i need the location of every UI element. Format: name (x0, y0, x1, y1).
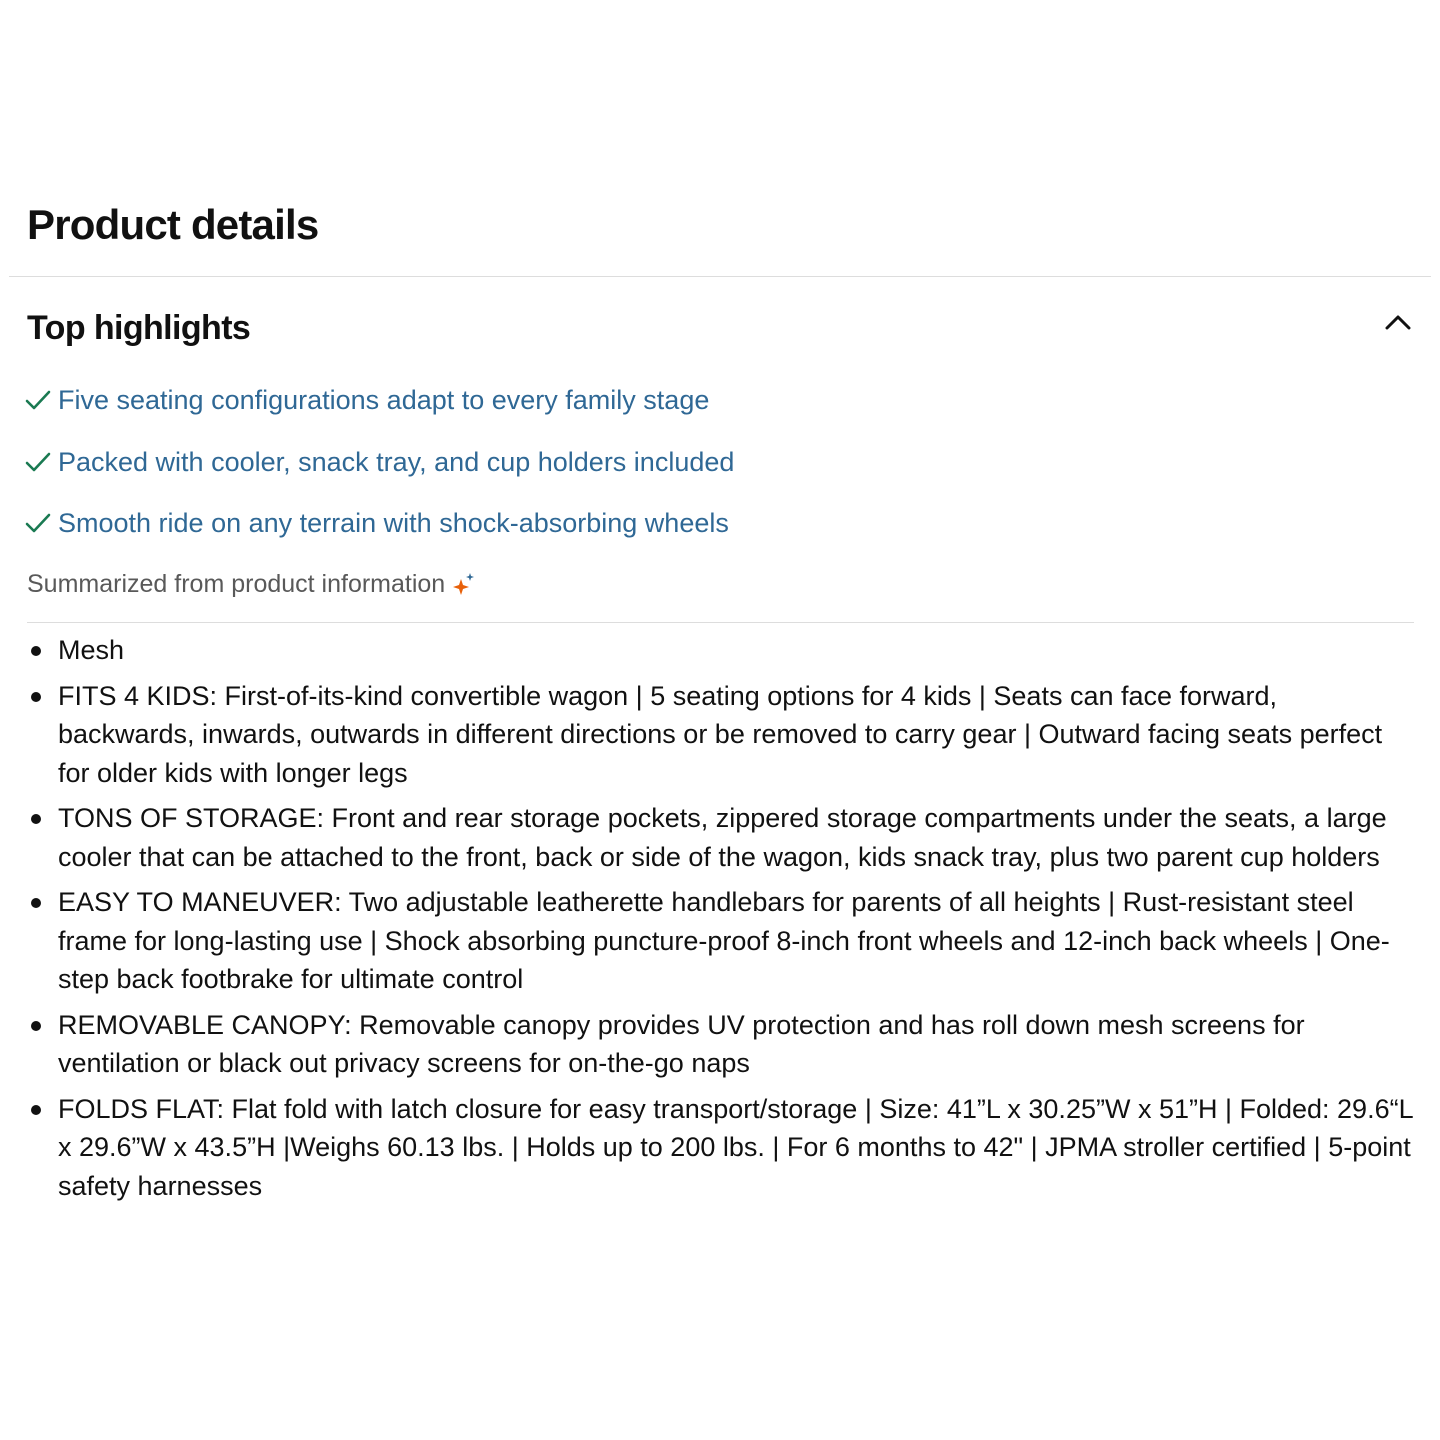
detail-text: Mesh (58, 635, 125, 665)
detail-item (58, 1006, 1418, 1083)
check-icon (24, 448, 52, 476)
details-divider (27, 622, 1414, 623)
detail-item (58, 799, 1418, 876)
top-highlights-toggle[interactable] (27, 300, 1413, 356)
bullet-icon (31, 692, 41, 702)
bullet-icon (31, 814, 41, 824)
highlight-item (24, 442, 734, 482)
highlight-text: Five seating configurations adapt to every family stage (58, 385, 710, 415)
check-icon (24, 509, 52, 537)
detail-text: REMOVABLE CANOPY: Removable canopy provides UV protection and has roll down mesh screens for ventilation or black out privacy screens for on-the-go naps (58, 1009, 1305, 1078)
highlight-item (24, 380, 734, 420)
title-divider (9, 276, 1431, 277)
detail-item (58, 1090, 1418, 1206)
detail-text: TONS OF STORAGE: Front and rear storage pockets, zippered storage compartments under the seats, a large cooler that can be attached to the front, back or side of the wagon, kids snack tray, plus two parent cup holders (58, 803, 1387, 872)
section-title: Top highlights (27, 309, 251, 347)
highlight-text: Packed with cooler, snack tray, and cup holders included (58, 446, 735, 477)
page-title: Product details (27, 201, 319, 248)
detail-text: EASY TO MANEUVER: Two adjustable leatherette handlebars for parents of all heights | Rust-resistant steel frame for long-lasting use | Shock absorbing puncture-proof 8-inch front wheels and 12-inch back wheels | One-step back footbrake for ultimate control (58, 887, 1390, 994)
bullet-icon (31, 898, 41, 908)
detail-item (58, 677, 1418, 793)
detail-item (58, 631, 1418, 670)
sparkle-icon (451, 571, 477, 597)
highlight-text: Smooth ride on any terrain with shock-absorbing wheels (58, 508, 729, 538)
highlight-item (24, 503, 734, 543)
chevron-up-icon[interactable] (1383, 308, 1413, 338)
check-icon (24, 386, 52, 414)
details-list (58, 631, 1418, 1212)
detail-item (58, 883, 1418, 999)
summary-note (27, 564, 477, 604)
bullet-icon (31, 1105, 41, 1115)
bullet-icon (31, 646, 41, 656)
highlights-list (24, 380, 734, 565)
bullet-icon (31, 1021, 41, 1031)
summary-text: Summarized from product information (27, 570, 446, 598)
detail-text: FITS 4 KIDS: First-of-its-kind convertible wagon | 5 seating options for 4 kids | Seats can face forward, backwards, inwards, outwards in different directions or be removed to carry gear | Outward facing seats perfect for older kids with longer legs (58, 680, 1383, 788)
detail-text: FOLDS FLAT: Flat fold with latch closure for easy transport/storage | Size: 41”L x 30.25”W x 51”H | Folded: 29.6“L x 29.6”W x 43.5”H |Weighs 60.13 lbs. | Holds up to 200 lbs. | For 6 months to 42" | JPMA stroller certified | 5-point safety harnesses (58, 1093, 1413, 1201)
